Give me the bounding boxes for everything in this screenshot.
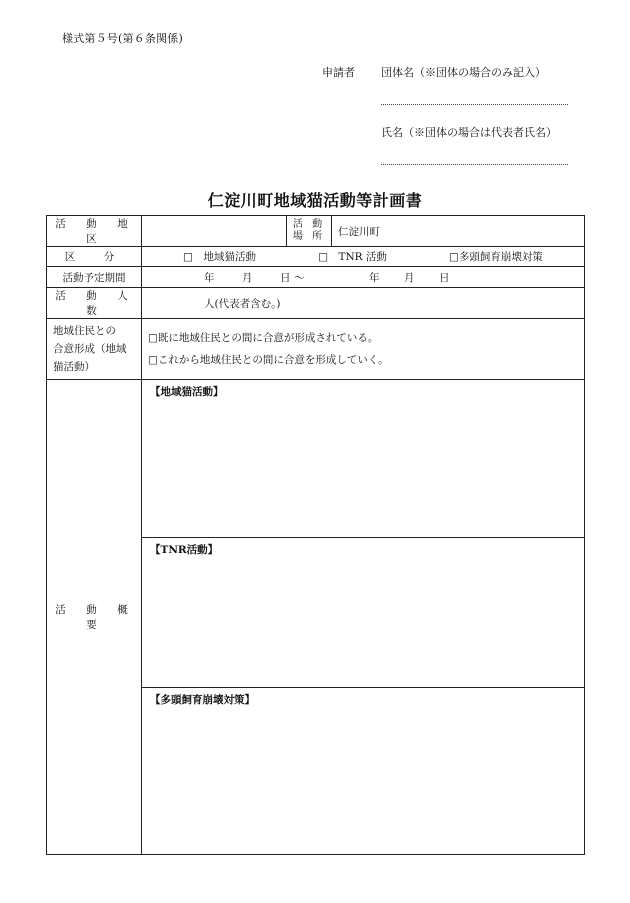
period-end-year: 年 <box>369 271 380 284</box>
location-label <box>287 216 332 247</box>
area-field[interactable] <box>142 216 287 247</box>
applicant-label: 申請者 <box>322 66 355 79</box>
organization-name-label: 団体名（※団体の場合のみ記入） <box>381 66 546 79</box>
applicant-name-line[interactable] <box>381 164 568 165</box>
tnr-section[interactable] <box>142 538 585 688</box>
consensus-label-line: 猫活動） <box>53 361 95 373</box>
consensus-label-line: 地域住民との <box>53 325 116 337</box>
section-heading: 【多頭飼育崩壊対策】 <box>150 694 255 706</box>
people-label: 活 動 人 数 <box>47 288 142 319</box>
people-row <box>47 288 585 319</box>
period-start-day: 日 <box>280 271 291 284</box>
document-title: 仁淀川町地域猫活動等計画書 <box>207 191 423 210</box>
category-label: 区 分 <box>47 247 142 267</box>
period-end-day: 日 <box>439 271 450 284</box>
period-row <box>47 267 585 288</box>
organization-name-line[interactable] <box>381 104 568 105</box>
section-heading: 【TNR活動】 <box>150 544 219 556</box>
period-tilde: ～ <box>294 271 305 284</box>
applicant-name-label: 氏名（※団体の場合は代表者氏名） <box>381 126 557 139</box>
option-community-cat[interactable]: □ 地域猫活動 <box>183 251 256 263</box>
area-row <box>47 216 585 247</box>
plan-table <box>46 215 585 855</box>
consensus-label-line: 合意形成（地域 <box>53 343 127 355</box>
summary-row <box>47 380 585 538</box>
section-heading: 【地域猫活動】 <box>150 386 224 398</box>
consensus-row <box>47 319 585 380</box>
people-suffix: 人(代表者含む。) <box>204 297 281 310</box>
location-label-line: 場 所 <box>292 231 326 242</box>
category-options <box>142 247 585 267</box>
period-field[interactable] <box>142 267 585 288</box>
consensus-option-formed[interactable]: □既に地域住民との間に合意が形成されている。 <box>148 332 379 344</box>
summary-label: 活 動 概 要 <box>47 380 142 855</box>
option-hoarding[interactable]: □多頭飼育崩壊対策 <box>449 251 543 263</box>
location-value[interactable]: 仁淀川町 <box>332 216 585 247</box>
period-end-month: 月 <box>404 271 415 284</box>
period-start-year: 年 <box>204 271 215 284</box>
consensus-label <box>47 319 142 380</box>
people-field[interactable] <box>142 288 585 319</box>
consensus-options <box>142 319 585 380</box>
period-start-month: 月 <box>242 271 253 284</box>
category-row <box>47 247 585 267</box>
community-cat-section[interactable] <box>142 380 585 538</box>
period-label: 活動予定期間 <box>47 267 142 288</box>
consensus-option-forming[interactable]: □これから地域住民との間に合意を形成していく。 <box>148 354 389 366</box>
form-number: 様式第５号(第６条関係) <box>62 32 183 45</box>
location-label-line: 活 動 <box>292 219 326 230</box>
option-tnr[interactable]: □ TNR 活動 <box>318 251 387 263</box>
area-label: 活 動 地 区 <box>47 216 142 247</box>
hoarding-section[interactable] <box>142 688 585 855</box>
